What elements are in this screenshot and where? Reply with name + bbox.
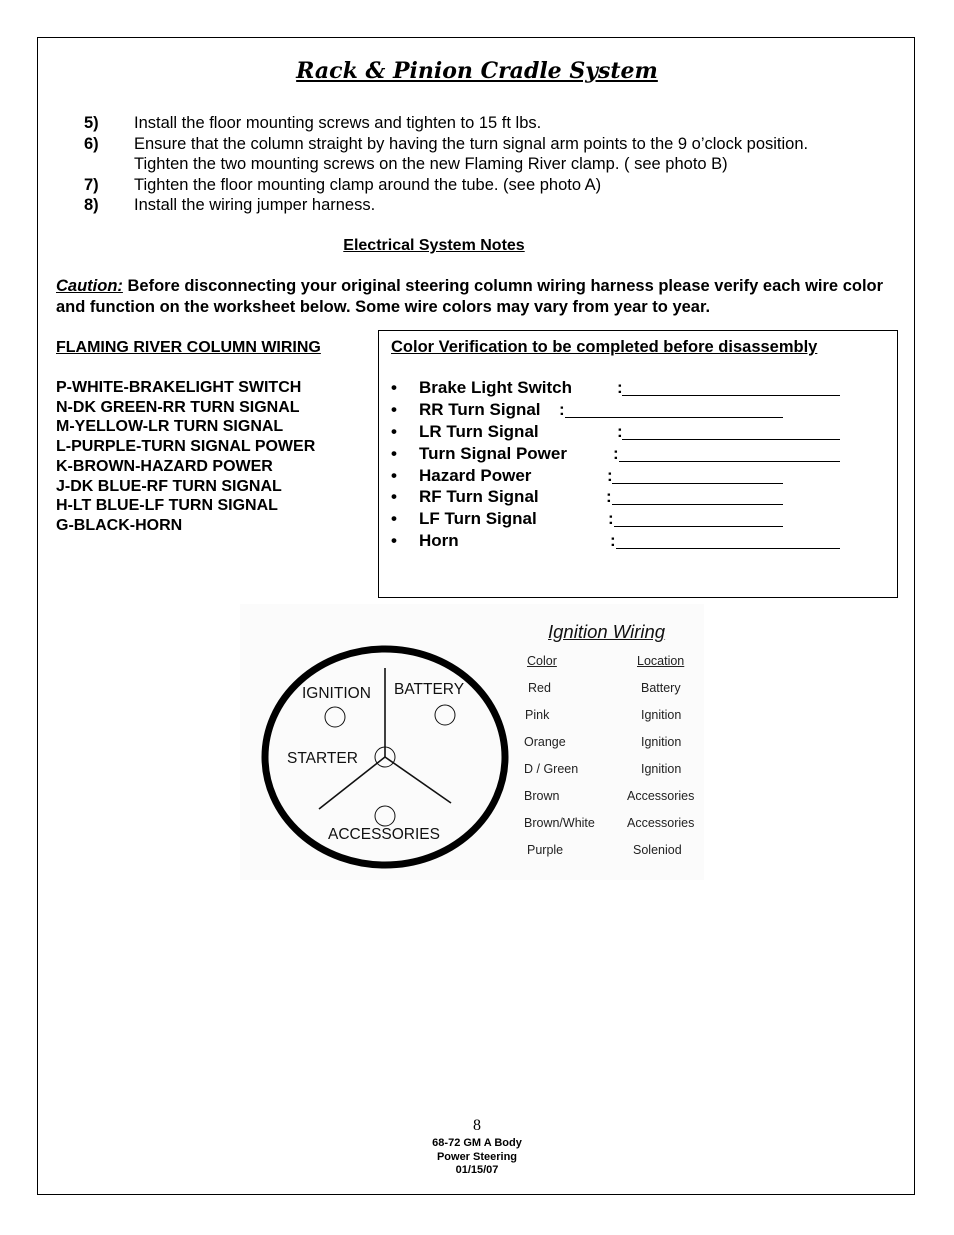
location-cell: Accessories bbox=[627, 816, 695, 830]
color-cell: Purple bbox=[527, 843, 564, 857]
page-title: Rack & Pinion Cradle System bbox=[296, 58, 658, 84]
wire-item: J-DK BLUE-RF TURN SIGNAL bbox=[56, 477, 282, 495]
color-verification-box bbox=[378, 330, 898, 598]
caution-label: Caution: bbox=[56, 277, 123, 295]
verify-item bbox=[391, 422, 891, 444]
step-7 bbox=[84, 175, 884, 196]
step-6 bbox=[84, 134, 884, 175]
step-number: 8) bbox=[84, 196, 99, 214]
step-text: Ensure that the column straight by having the turn signal arm points to the 9 o’clock position. Tighten the two mounting screws on the new Flaming River clamp. ( see photo B) bbox=[134, 134, 809, 173]
wire-item: H-LT BLUE-LF TURN SIGNAL bbox=[56, 497, 278, 515]
wire-item: L-PURPLE-TURN SIGNAL POWER bbox=[56, 438, 316, 456]
ignition-switch-diagram bbox=[240, 604, 704, 880]
bullet-icon: • bbox=[391, 531, 397, 551]
verify-label: RR Turn Signal bbox=[419, 399, 541, 419]
divider-line bbox=[385, 757, 451, 803]
location-cell: Ignition bbox=[641, 735, 682, 749]
color-cell: D / Green bbox=[524, 762, 579, 776]
footer-line: Power Steering bbox=[436, 1150, 518, 1163]
verify-label: Hazard Power bbox=[419, 465, 532, 485]
location-cell: Soleniod bbox=[633, 843, 682, 857]
install-steps bbox=[84, 113, 884, 216]
ignition-label: IGNITION bbox=[302, 685, 371, 702]
battery-terminal bbox=[435, 705, 455, 725]
verify-colon: : bbox=[606, 487, 612, 507]
color-cell: Brown/White bbox=[524, 816, 595, 830]
color-cell: Red bbox=[528, 681, 551, 695]
step-number: 6) bbox=[84, 134, 99, 153]
wire-item: P-WHITE-BRAKELIGHT SWITCH bbox=[56, 379, 302, 396]
verify-item bbox=[391, 378, 891, 400]
starter-label: STARTER bbox=[287, 750, 358, 767]
step-8 bbox=[84, 195, 884, 216]
footer-info bbox=[0, 1137, 954, 1178]
verify-blank-field[interactable] bbox=[612, 483, 783, 484]
verify-colon: : bbox=[617, 421, 623, 441]
verify-label: LF Turn Signal bbox=[419, 509, 537, 529]
location-cell: Ignition bbox=[641, 762, 682, 776]
verify-colon: : bbox=[559, 399, 565, 419]
bullet-icon: • bbox=[391, 443, 397, 463]
step-number: 7) bbox=[84, 175, 99, 194]
step-5 bbox=[84, 113, 884, 134]
verify-item bbox=[391, 509, 891, 531]
bullet-icon: • bbox=[391, 421, 397, 441]
page-number: 8 bbox=[473, 1117, 481, 1134]
location-header: Location bbox=[637, 654, 685, 668]
location-cell: Battery bbox=[641, 681, 681, 695]
color-cell: Brown bbox=[524, 789, 560, 803]
ignition-wiring-title: Ignition Wiring bbox=[548, 621, 666, 642]
bullet-icon: • bbox=[391, 487, 397, 507]
bullet-icon: • bbox=[391, 465, 397, 485]
wire-item: K-BROWN-HAZARD POWER bbox=[56, 457, 273, 475]
footer-line: 68-72 GM A Body bbox=[432, 1137, 522, 1149]
location-cell: Accessories bbox=[627, 789, 695, 803]
verify-item bbox=[391, 444, 891, 466]
verify-colon: : bbox=[617, 378, 623, 397]
verify-blank-field[interactable] bbox=[612, 504, 783, 505]
footer-line: 01/15/07 bbox=[455, 1164, 499, 1176]
bullet-icon: • bbox=[391, 509, 397, 529]
verification-list bbox=[391, 378, 891, 553]
ignition-terminal bbox=[325, 707, 345, 727]
verify-colon: : bbox=[607, 465, 613, 485]
color-cell: Pink bbox=[525, 708, 550, 722]
caution-note bbox=[56, 276, 886, 318]
color-header: Color bbox=[527, 654, 557, 668]
verify-item bbox=[391, 487, 891, 509]
verify-item bbox=[391, 400, 891, 422]
step-text: Install the wiring jumper harness. bbox=[134, 196, 376, 214]
electrical-notes-heading: Electrical System Notes bbox=[343, 237, 525, 254]
flaming-river-list bbox=[56, 378, 315, 536]
accessories-label: ACCESSORIES bbox=[328, 826, 440, 843]
color-cell: Orange bbox=[524, 735, 566, 749]
bullet-icon: • bbox=[391, 399, 397, 419]
verify-blank-field[interactable] bbox=[616, 548, 840, 549]
verify-item bbox=[391, 466, 891, 488]
verify-item bbox=[391, 531, 891, 553]
accessories-terminal bbox=[375, 806, 395, 826]
wire-item: N-DK GREEN-RR TURN SIGNAL bbox=[56, 398, 300, 416]
verify-label: Horn bbox=[419, 531, 459, 551]
battery-label: BATTERY bbox=[394, 681, 465, 698]
verify-blank-field[interactable] bbox=[622, 439, 840, 440]
verify-blank-field[interactable] bbox=[619, 461, 840, 462]
verify-colon: : bbox=[610, 531, 616, 551]
verify-colon: : bbox=[608, 509, 614, 529]
verify-label: LR Turn Signal bbox=[419, 421, 539, 441]
verify-blank-field[interactable] bbox=[565, 417, 783, 418]
step-text: Tighten the floor mounting clamp around the tube. (see photo A) bbox=[134, 175, 602, 194]
verify-colon: : bbox=[613, 443, 619, 463]
location-cell: Ignition bbox=[641, 708, 682, 722]
flaming-river-heading: FLAMING RIVER COLUMN WIRING bbox=[56, 339, 321, 356]
step-text: Install the floor mounting screws and tighten to 15 ft lbs. bbox=[134, 114, 542, 132]
bullet-icon: • bbox=[391, 378, 397, 397]
caution-text: Before disconnecting your original steering column wiring harness please verify each wire color and function on the worksheet below. Some wire colors may vary from year to year. bbox=[56, 277, 884, 316]
verification-heading: Color Verification to be completed before disassembly bbox=[391, 338, 818, 356]
wire-item: G-BLACK-HORN bbox=[56, 516, 183, 534]
verify-label: RF Turn Signal bbox=[419, 487, 539, 507]
verify-label: Turn Signal Power bbox=[419, 443, 567, 463]
verify-blank-field[interactable] bbox=[622, 395, 840, 396]
verify-label: Brake Light Switch bbox=[419, 378, 573, 397]
wire-item: M-YELLOW-LR TURN SIGNAL bbox=[56, 418, 284, 436]
step-number: 5) bbox=[84, 114, 99, 132]
verify-blank-field[interactable] bbox=[614, 526, 783, 527]
